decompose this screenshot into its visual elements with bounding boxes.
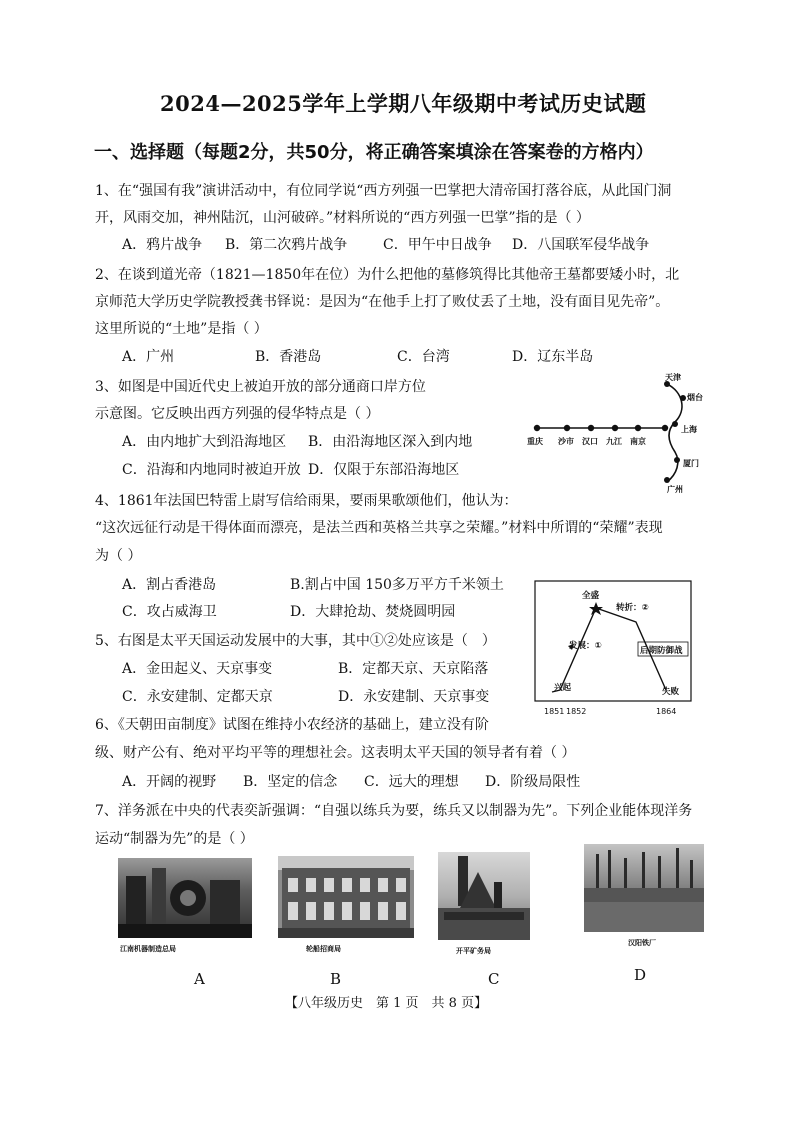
chart-year-1852: 1852 [566, 707, 587, 716]
q1-stem-line1: 1、在“强国有我”演讲活动中，有位同学说“西方列强一巴掌把大清帝国打落谷底，从此国门洞 [95, 183, 672, 199]
chart-label-rise: 兴起 [554, 683, 572, 693]
q7-stem-line2: 运动“制器为先”的是（ ） [95, 831, 254, 847]
port-dot [674, 457, 680, 463]
q2-stem-line3: 这里所说的“土地”是指（ ） [95, 321, 268, 337]
q6-stem-line1: 6、《天朝田亩制度》试图在维持小农经济的基础上，建立没有阶 [95, 717, 489, 733]
port-dot [635, 425, 641, 431]
option-letter-b: B [330, 970, 342, 988]
q1-option-a: A．鸦片战争 [122, 237, 203, 253]
section-heading: 一、选择题（每题2分，共50分，将正确答案填涂在答案卷的方格内） [94, 142, 654, 163]
map-label-chongqing: 重庆 [527, 437, 543, 446]
q6-option-b: B．坚定的信念 [243, 774, 338, 790]
q2-stem-line1: 2、在谈到道光帝（1821—1850年在位）为什么把他的墓修筑得比其他帝王墓都要矮小时，北 [95, 267, 680, 283]
q1-option-b: B．第二次鸦片战争 [225, 237, 348, 253]
port-dot [672, 421, 678, 427]
q4-option-d: D．大肆抢劫、焚烧圆明园 [290, 604, 456, 620]
q3-option-d: D．仅限于东部沿海地区 [308, 462, 460, 478]
chart-label-peak: 全盛 [582, 591, 600, 601]
q6-option-c: C．远大的理想 [364, 774, 459, 790]
q3-option-b: B．由沿海地区深入到内地 [308, 434, 473, 450]
map-label-nanjing: 南京 [630, 437, 646, 446]
port-dot [662, 425, 668, 431]
q4-stem-line3: 为（ ） [95, 548, 142, 564]
q4-option-c: C．攻占威海卫 [122, 604, 217, 620]
map-label-yantai: 烟台 [687, 393, 703, 402]
exam-title: 2024—2025学年上学期八年级期中考试历史试题 [160, 91, 647, 116]
caption-c: 开平矿务局 [456, 947, 491, 955]
option-letter-a: A [194, 970, 205, 988]
chart-year-1864: 1864 [656, 707, 677, 716]
caption-a: 江南机器制造总局 [120, 945, 176, 953]
chart-label-late: 后期防御战 [640, 646, 683, 656]
port-dot [680, 395, 686, 401]
q3-stem-line1: 3、如图是中国近代史上被迫开放的部分通商口岸方位 [95, 379, 426, 395]
map-label-hankou: 汉口 [582, 437, 598, 446]
kaiping-mining-photo [438, 852, 530, 940]
jiangnan-arsenal-photo [118, 858, 252, 938]
port-dot [612, 425, 618, 431]
q2-option-c: C．台湾 [397, 349, 450, 365]
q3-option-c: C．沿海和内地同时被迫开放 [122, 462, 301, 478]
q5-option-d: D．永安建制、天京事变 [338, 689, 490, 705]
port-dot [534, 425, 540, 431]
q5-option-a: A．金田起义、天京事变 [122, 661, 273, 677]
chart-year-1851: 1851 [544, 707, 565, 716]
map-label-xiamen: 厦门 [683, 459, 699, 468]
q2-option-d: D．辽东半岛 [512, 349, 594, 365]
coastal-curve [667, 384, 682, 482]
taiping-movement-chart [534, 580, 694, 722]
port-dot [564, 425, 570, 431]
q3-stem-line2: 示意图。它反映出西方列强的侵华特点是（ ） [95, 406, 380, 422]
q1-option-c: C．甲午中日战争 [383, 237, 492, 253]
peak-star-icon [589, 602, 603, 615]
q4-stem-line1: 4、1861年法国巴特雷上尉写信给雨果，要雨果歌颂他们，他认为： [95, 493, 518, 509]
map-label-tianjin: 天津 [665, 373, 681, 382]
caption-b: 轮船招商局 [306, 945, 341, 953]
q1-option-d: D．八国联军侵华战争 [512, 237, 650, 253]
hanyang-ironworks-photo [584, 844, 704, 932]
map-label-guangzhou: 广州 [667, 485, 683, 494]
q5-stem-line1: 5、右图是太平天国运动发展中的大事，其中①②处应该是（ ） [95, 633, 496, 649]
chart-label-turn: 转折：② [616, 603, 649, 613]
q2-option-b: B．香港岛 [255, 349, 322, 365]
q6-stem-line2: 级、财产公有、绝对平均平等的理想社会。这表明太平天国的领导者有着（ ） [95, 745, 576, 761]
q1-stem-line2: 开，风雨交加，神州陆沉，山河破碎。”材料所说的“西方列强一巴掌”指的是（ ） [95, 210, 590, 226]
option-letter-c: C [488, 970, 500, 988]
q3-option-a: A．由内地扩大到沿海地区 [122, 434, 287, 450]
q7-stem-line1: 7、洋务派在中央的代表奕訢强调：“自强以练兵为要，练兵又以制器为先”。下列企业能体现洋务 [95, 803, 693, 819]
page-footer: 【八年级历史 第 1 页 共 8 页】 [285, 996, 488, 1011]
caption-d: 汉阳铁厂 [628, 939, 656, 947]
q4-stem-line2: “这次远征行动是干得体面而漂亮，是法兰西和英格兰共享之荣耀。”材料中所谓的“荣耀”表现 [95, 520, 663, 536]
map-label-shashi: 沙市 [558, 437, 574, 446]
china-merchants-photo [278, 856, 414, 938]
map-label-shanghai: 上海 [681, 425, 697, 434]
map-label-jiujiang: 九江 [606, 437, 622, 446]
port-dot [664, 477, 670, 483]
q5-option-b: B．定都天京、天京陷落 [338, 661, 489, 677]
q4-option-b: B.割占中国 150多万平方千米领土 [290, 577, 504, 593]
chart-label-fail: 失败 [662, 687, 680, 697]
option-letter-d: D [634, 966, 647, 984]
chart-label-develop: 发展：① [569, 641, 602, 651]
q6-option-a: A．开阔的视野 [122, 774, 217, 790]
q6-option-d: D．阶级局限性 [485, 774, 581, 790]
q5-option-c: C．永安建制、定都天京 [122, 689, 273, 705]
q4-option-a: A．割占香港岛 [122, 577, 217, 593]
port-dot [588, 425, 594, 431]
q2-option-a: A．广州 [122, 349, 175, 365]
treaty-ports-map [525, 370, 705, 495]
q2-stem-line2: 京师范大学历史学院教授龚书铎说：是因为“在他手上打了败仗丢了土地，没有面目见先帝”。 [95, 294, 670, 310]
